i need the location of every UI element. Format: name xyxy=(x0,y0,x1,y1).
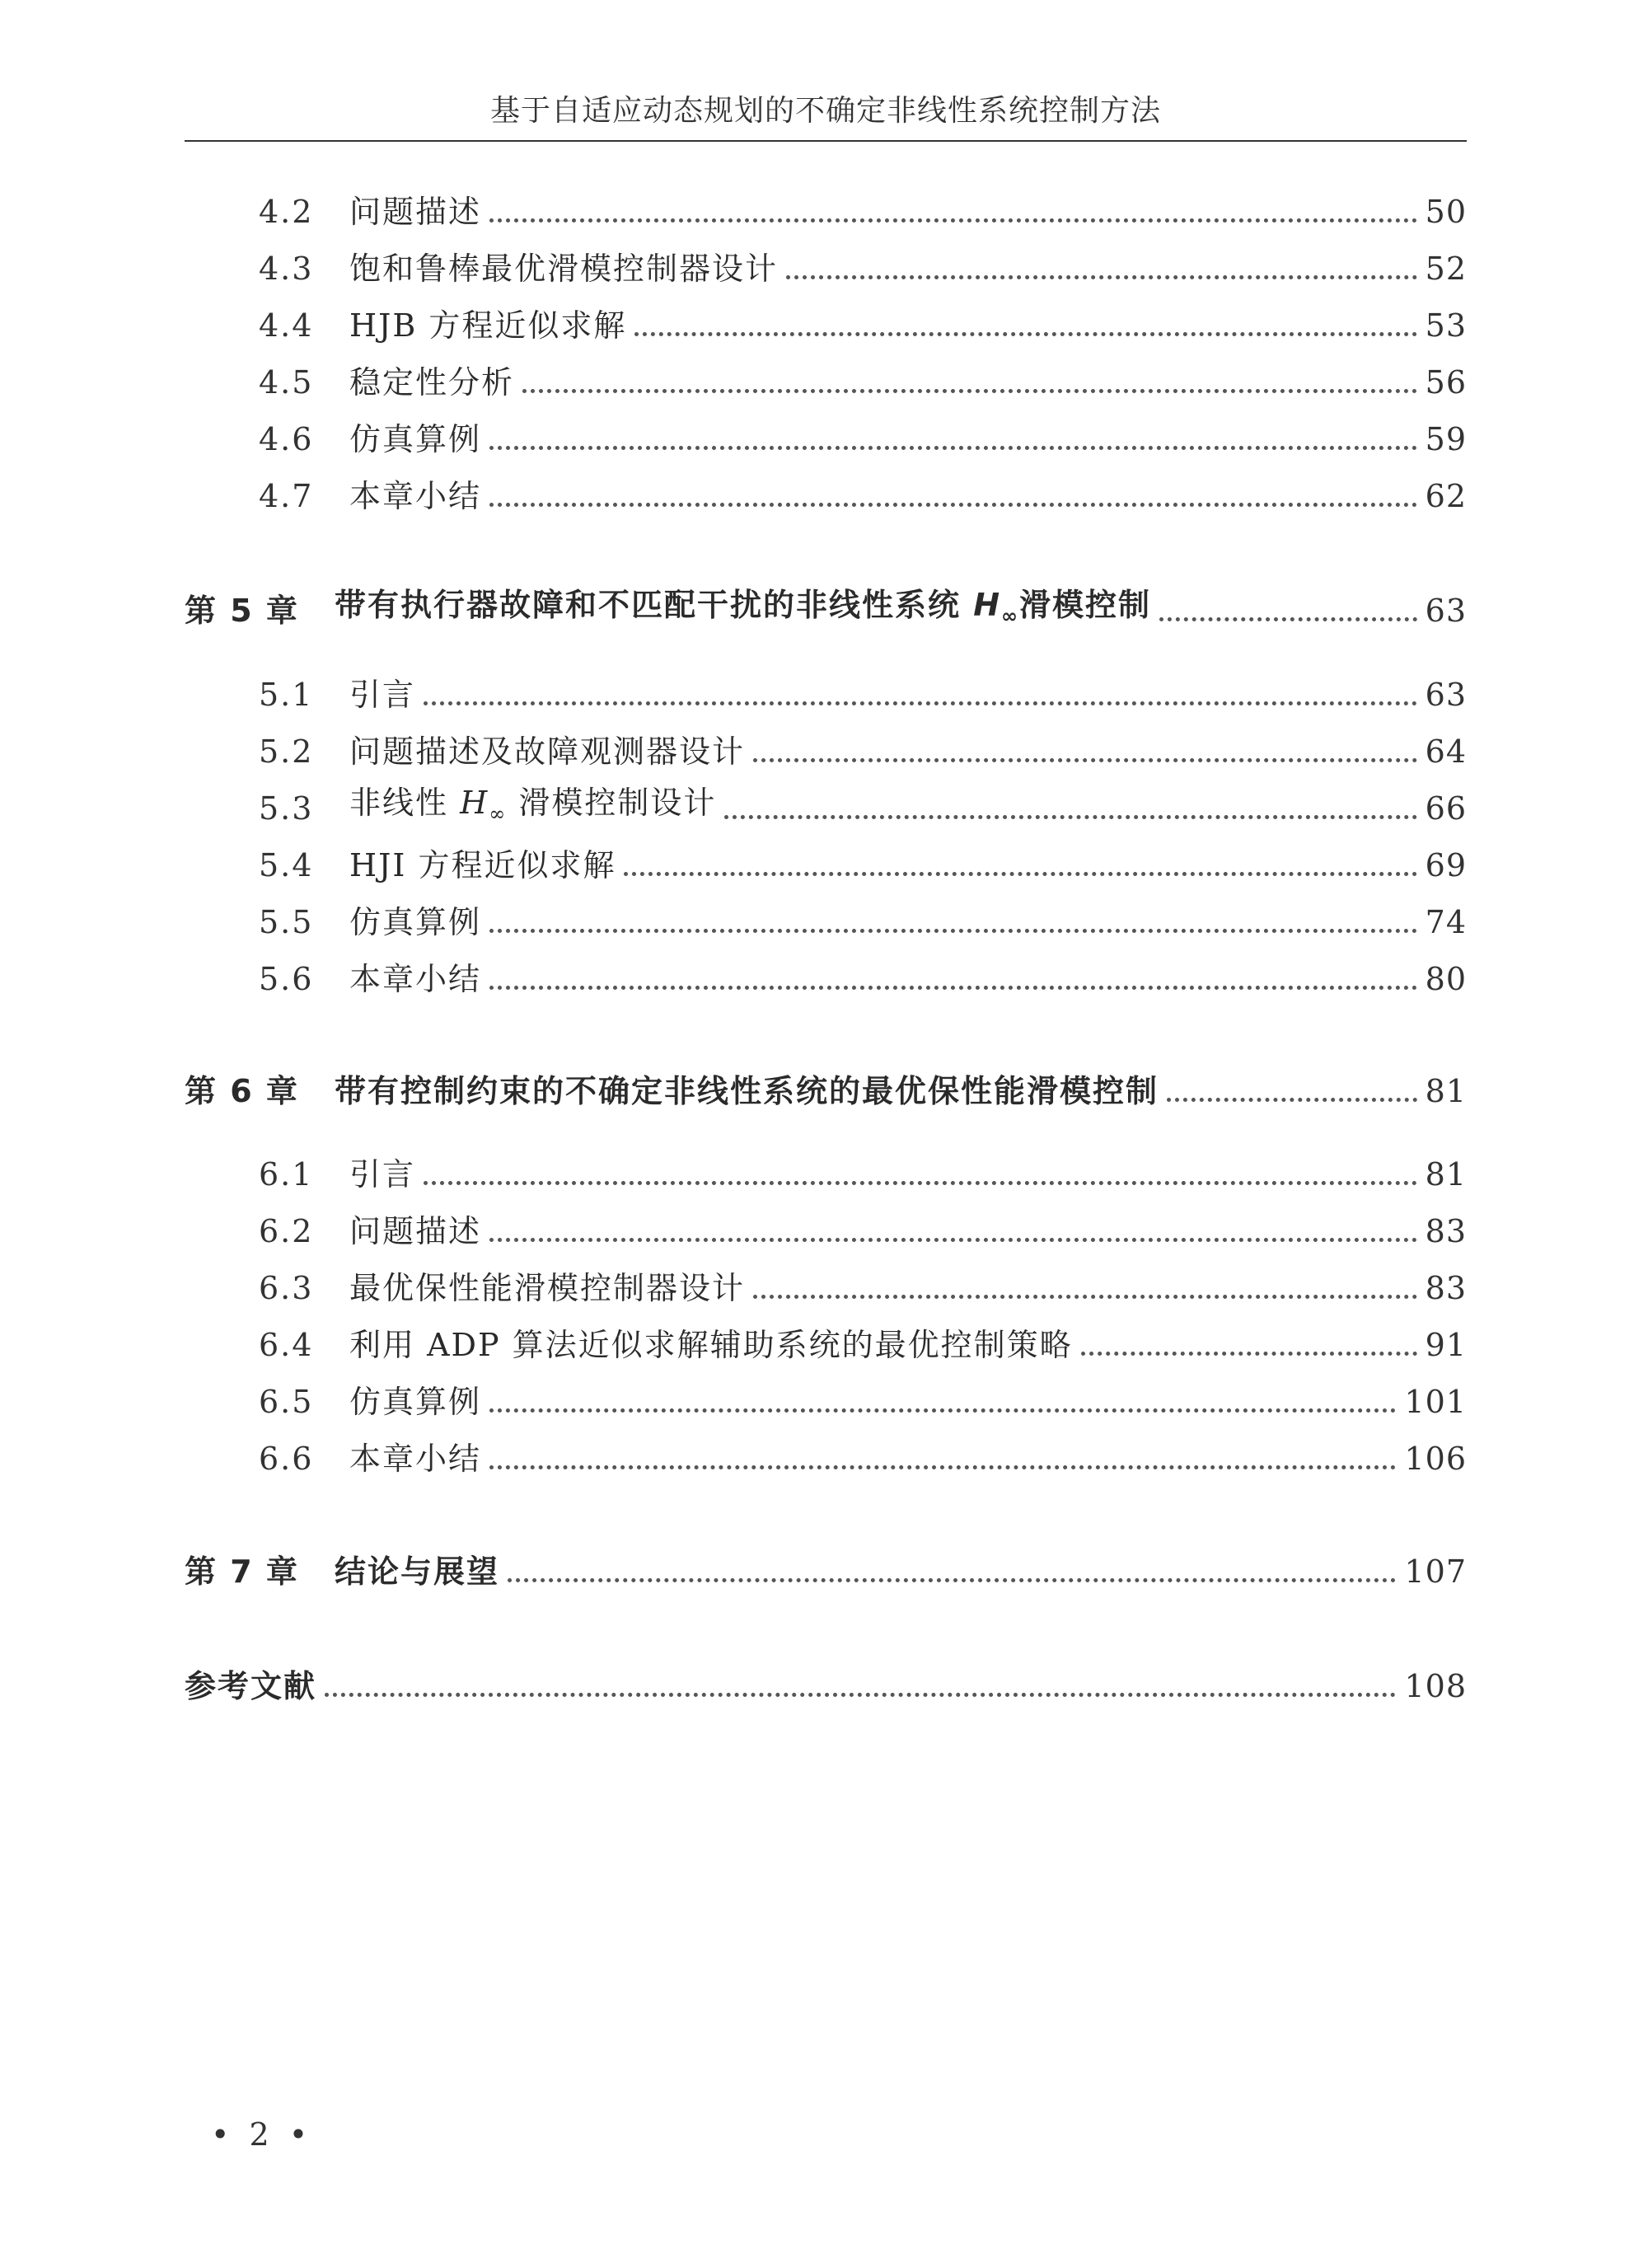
toc-entry-6-4[interactable] xyxy=(185,1318,1467,1361)
dot-leader xyxy=(1159,617,1417,621)
page-number: 74 xyxy=(1425,904,1467,940)
page-number: 83 xyxy=(1425,1213,1467,1249)
page-number: 56 xyxy=(1425,364,1467,401)
toc-entry-5-3[interactable] xyxy=(185,781,1467,827)
page-number: 91 xyxy=(1425,1327,1467,1363)
section-number: 4.5 xyxy=(259,364,314,401)
toc-entry-6-1[interactable] xyxy=(185,1147,1467,1193)
toc-entry-6-2[interactable] xyxy=(185,1204,1467,1247)
section-number: 5.4 xyxy=(259,847,314,883)
section-title-pre: 非线性 xyxy=(349,785,461,822)
section-title: 饱和鲁棒最优滑模控制器设计 xyxy=(349,251,779,287)
section-number: 5.6 xyxy=(259,961,314,997)
section-title: 最优保性能滑模控制器设计 xyxy=(349,1270,746,1306)
section-title: 本章小结 xyxy=(349,478,482,514)
section-number: 6.2 xyxy=(259,1213,314,1249)
page-number: 81 xyxy=(1425,1073,1467,1109)
dot-leader xyxy=(753,758,1417,762)
page-number: 63 xyxy=(1425,593,1467,629)
section-title: 利用 ADP 算法近似求解辅助系统的最优控制策略 xyxy=(349,1327,1073,1363)
section-title: 引言 xyxy=(349,1156,416,1193)
page-number: 64 xyxy=(1425,733,1467,770)
dot-leader xyxy=(325,1693,1396,1697)
toc-entry-4-6[interactable] xyxy=(185,412,1467,455)
page-number: 101 xyxy=(1404,1384,1467,1420)
references-title: 参考文献 xyxy=(185,1668,317,1704)
section-title: 问题描述 xyxy=(349,1213,482,1249)
page-number: 62 xyxy=(1425,478,1467,514)
dot-leader xyxy=(624,872,1416,876)
h-infinity-symbol xyxy=(973,587,1020,628)
section-number: 4.7 xyxy=(259,478,314,514)
section-number: 6.5 xyxy=(259,1384,314,1420)
page-number: 81 xyxy=(1425,1156,1467,1193)
chapter-number: 第 5 章 xyxy=(185,593,299,629)
toc-entry-5-2[interactable] xyxy=(185,724,1467,770)
section-title: 本章小结 xyxy=(349,961,482,997)
chapter-title: 结论与展望 xyxy=(335,1553,500,1590)
section-number: 4.6 xyxy=(259,421,314,457)
section-number: 4.3 xyxy=(259,251,314,287)
section-title: 仿真算例 xyxy=(349,1384,482,1420)
infinity-subscript: ∞ xyxy=(1001,605,1020,628)
toc-entry-4-5[interactable] xyxy=(185,355,1467,401)
section-number: 5.2 xyxy=(259,733,314,770)
h-letter: H xyxy=(973,587,1002,624)
section-number: 6.4 xyxy=(259,1327,314,1363)
chapter-number: 第 6 章 xyxy=(185,1073,299,1109)
page-number: 50 xyxy=(1425,194,1467,230)
toc-references[interactable] xyxy=(185,1659,1467,1702)
page-number: 66 xyxy=(1425,790,1467,827)
dot-leader xyxy=(1167,1098,1417,1102)
running-header: 基于自适应动态规划的不确定非线性系统控制方法 xyxy=(489,94,1161,128)
dot-leader xyxy=(1081,1352,1417,1356)
section-number: 6.6 xyxy=(259,1441,314,1477)
section-number: 6.3 xyxy=(259,1270,314,1306)
page-number: 52 xyxy=(1425,251,1467,287)
section-number: 5.3 xyxy=(259,790,314,827)
chapter-title-post: 滑模控制 xyxy=(1019,587,1152,624)
dot-leader xyxy=(489,986,1417,990)
section-title: 引言 xyxy=(349,677,416,713)
dot-leader xyxy=(424,701,1417,705)
chapter-title-pre: 带有执行器故障和不匹配干扰的非线性系统 xyxy=(335,587,974,624)
section-title: HJI 方程近似求解 xyxy=(349,847,616,883)
toc-chapter-6[interactable] xyxy=(185,1064,1467,1107)
page-number: 53 xyxy=(1425,307,1467,344)
h-infinity-symbol xyxy=(460,785,508,826)
section-title: 问题描述 xyxy=(349,194,482,230)
dot-leader xyxy=(489,503,1417,507)
page-number: 83 xyxy=(1425,1270,1467,1306)
toc-entry-5-1[interactable] xyxy=(185,668,1467,713)
dot-leader xyxy=(489,218,1417,223)
page-number: 80 xyxy=(1425,961,1467,997)
dot-leader xyxy=(753,1295,1417,1299)
dot-leader xyxy=(724,815,1416,819)
page-number: 59 xyxy=(1425,421,1467,457)
toc-entry-4-3[interactable] xyxy=(185,241,1467,287)
chapter-number: 第 7 章 xyxy=(185,1553,299,1590)
dot-leader xyxy=(489,1238,1417,1242)
h-letter: H xyxy=(460,785,489,822)
toc-entry-5-5[interactable] xyxy=(185,895,1467,938)
chapter-title xyxy=(335,589,1151,626)
page-number: 107 xyxy=(1404,1553,1467,1590)
section-title: HJB 方程近似求解 xyxy=(349,307,627,344)
section-title: 问题描述及故障观测器设计 xyxy=(349,733,746,770)
toc-entry-5-4[interactable] xyxy=(185,838,1467,881)
section-number: 5.5 xyxy=(259,904,314,940)
page-number: 108 xyxy=(1404,1668,1467,1704)
toc-entry-6-6[interactable] xyxy=(185,1432,1467,1477)
dot-leader xyxy=(522,389,1417,393)
section-title: 稳定性分析 xyxy=(349,364,515,401)
toc-entry-4-7[interactable] xyxy=(185,469,1467,512)
dot-leader xyxy=(634,332,1416,336)
section-title-post: 滑模控制设计 xyxy=(507,785,717,822)
header-rule xyxy=(185,140,1467,142)
dot-leader xyxy=(508,1578,1396,1582)
dot-leader xyxy=(424,1181,1417,1185)
chapter-title: 带有控制约束的不确定非线性系统的最优保性能滑模控制 xyxy=(335,1073,1159,1109)
page-number: 106 xyxy=(1404,1441,1467,1477)
toc-chapter-7[interactable] xyxy=(185,1544,1467,1590)
dot-leader xyxy=(489,446,1417,450)
section-number: 4.4 xyxy=(259,307,314,344)
toc-entry-4-4[interactable] xyxy=(185,298,1467,344)
infinity-subscript: ∞ xyxy=(489,803,508,826)
toc-entry-5-6[interactable] xyxy=(185,952,1467,995)
dot-leader xyxy=(489,929,1417,933)
dot-leader xyxy=(786,275,1417,279)
section-title: 本章小结 xyxy=(349,1441,482,1477)
dot-leader xyxy=(489,1465,1396,1469)
section-title: 仿真算例 xyxy=(349,421,482,457)
page-number: 69 xyxy=(1425,847,1467,883)
toc-entry-6-3[interactable] xyxy=(185,1261,1467,1304)
toc-entry-4-2[interactable] xyxy=(185,185,1467,230)
section-number: 4.2 xyxy=(259,194,314,230)
toc-entry-6-5[interactable] xyxy=(185,1375,1467,1418)
dot-leader xyxy=(489,1408,1396,1413)
page-number: 63 xyxy=(1425,677,1467,713)
section-number: 6.1 xyxy=(259,1156,314,1193)
toc-chapter-5[interactable] xyxy=(185,583,1467,629)
section-number: 5.1 xyxy=(259,677,314,713)
section-title: 仿真算例 xyxy=(349,904,482,940)
page-footer-number: • 2 • xyxy=(211,2116,313,2153)
section-title xyxy=(349,787,716,824)
